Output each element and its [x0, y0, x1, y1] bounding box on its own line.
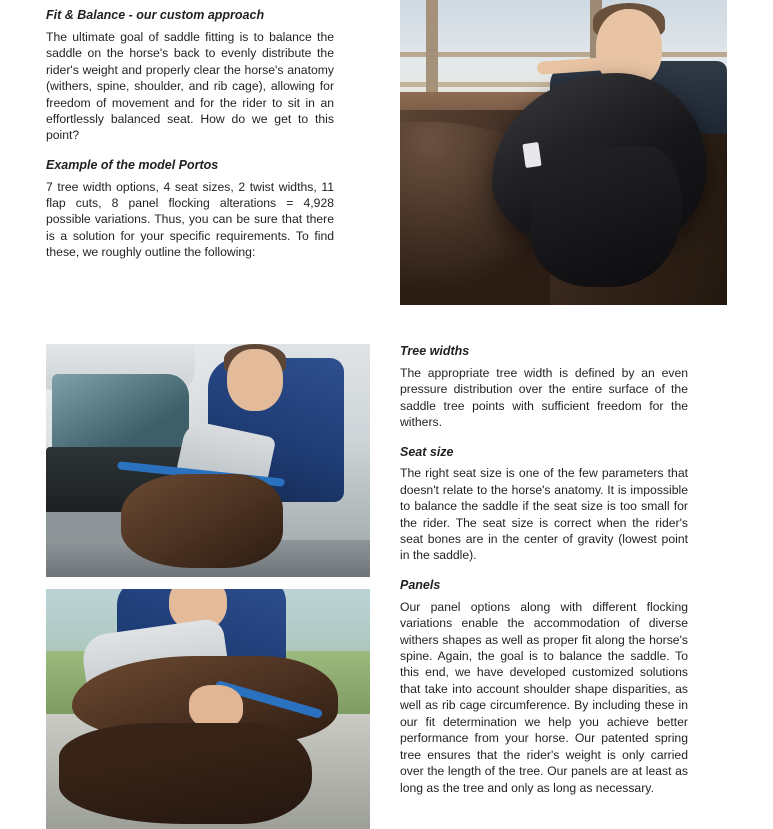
photo-man-carrying-saddle [46, 589, 370, 829]
paragraph-fit-and-balance: The ultimate goal of saddle fitting is to balance the saddle on the horse's back to evenly distribute the rider's weight and properly clear the horse's anatomy (withers, spine, shoulder, and rib cage), allowing for freedom of movement and for the rider to sit in an effortlessly balanced seat. How do we get to this point? [46, 29, 334, 143]
paragraph-example-model-portos: 7 tree width options, 4 seat sizes, 2 twist widths, 11 flap cuts, 8 panel flocking alterations = 4,928 possible variations. Thus, you can be sure that there is a solution for your specific requirements. To find these, we roughly outline the following: [46, 179, 334, 260]
photo-fence-rail-upper [400, 52, 727, 57]
photo-car-rear-window [52, 374, 188, 453]
heading-seat-size: Seat size [400, 444, 454, 459]
photo-man-head [227, 349, 283, 411]
photo-brown-saddle [121, 474, 283, 567]
photo-saddle-flap [531, 146, 681, 286]
left-text-column [46, 8, 334, 261]
photo-saddle-label-tag [523, 142, 542, 168]
heading-panels: Panels [400, 577, 441, 592]
heading-fit-and-balance: Fit & Balance - our custom approach [46, 8, 265, 22]
heading-tree-widths: Tree widths [400, 344, 470, 358]
photo-saddle-panels [59, 723, 312, 824]
photo-man-placing-saddle-on-horse [400, 0, 727, 305]
paragraph-panels: Our panel options along with different flocking variations enable the accommodation of diverse withers shapes as well as proper fit along the horse's spine. Again, the goal is to balance the saddle. To this end, we have developed customized solutions that take into account shoulder shape disparities, as well as rib cage circumference. By including these in our fit determination we help you achieve better performance from your horse. Our patented spring tree ensures that the rider's weight is only carried over the length of the tree. Our panels are at least as long as the tree and only as long as necessary. [400, 599, 688, 795]
paragraph-tree-widths: The appropriate tree width is defined by an even pressure distribution over the entire surface of the saddle tree points with sufficient freedom for the withers. [400, 365, 688, 430]
paragraph-seat-size: The right seat size is one of the few parameters that doesn't relate to the horse's anatomy. It is impossible to balance the saddle if the seat size is too small for the rider. The seat size is correct when the rider's seat bones are in the center of gravity (lowest point in the saddle). [400, 466, 688, 563]
heading-example-model-portos: Example of the model Portos [46, 157, 219, 172]
photo-man-hand [189, 685, 243, 729]
right-text-column [400, 344, 688, 796]
photo-man-loading-saddle-into-car [46, 344, 370, 577]
